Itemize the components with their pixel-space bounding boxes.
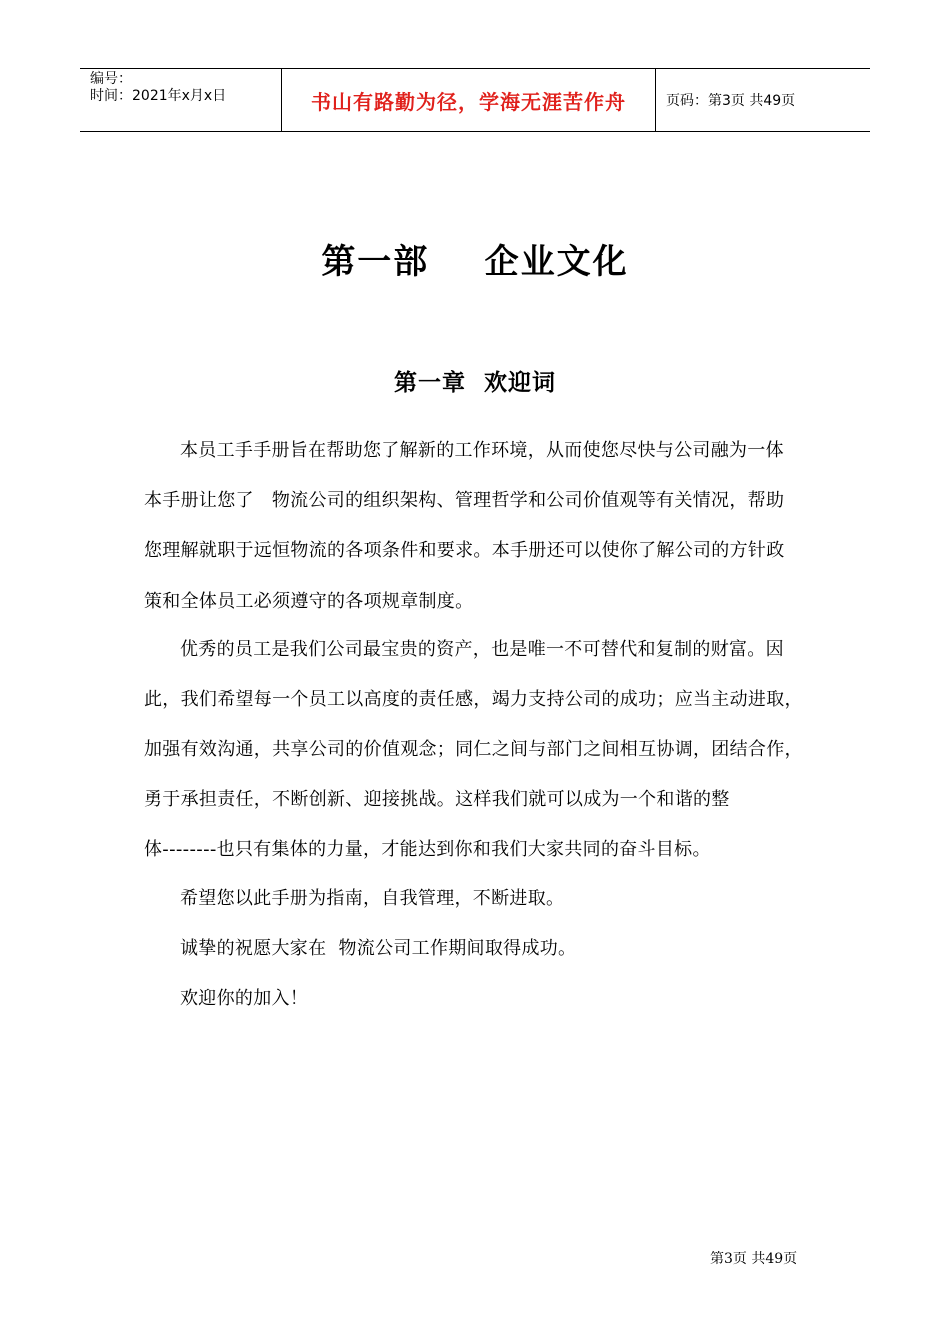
page-footer: 第3页 共49页 — [710, 1251, 798, 1267]
paragraph-line: 诚挚的祝愿大家在 物流公司工作期间取得成功。 — [180, 938, 577, 959]
motto: 书山有路勤为径，学海无涯苦作舟 — [311, 89, 626, 114]
paragraph-line: 策和全体员工必须遵守的各项规章制度。 — [144, 591, 474, 612]
page-header — [80, 68, 870, 132]
part-title: 第一部 企业文化 — [321, 242, 629, 282]
header-motto-cell — [282, 69, 656, 131]
paragraph-line: 体--------也只有集体的力量，才能达到你和我们大家共同的奋斗目标。 — [144, 839, 711, 860]
paragraph-line: 希望您以此手册为指南，自我管理，不断进取。 — [180, 888, 565, 909]
time-label: 时间：2021年x月x日 — [90, 88, 227, 104]
header-page-cell — [656, 69, 870, 131]
page-label: 页码：第3页 共49页 — [666, 93, 796, 109]
paragraph-line: 本员工手手册旨在帮助您了解新的工作环境，从而使您尽快与公司融为一体 — [180, 440, 784, 461]
number-label: 编号： — [90, 71, 132, 87]
paragraph-line: 勇于承担责任，不断创新、迎接挑战。这样我们就可以成为一个和谐的整 — [144, 789, 730, 810]
paragraph-line: 您理解就职于远恒物流的各项条件和要求。本手册还可以使你了解公司的方针政 — [144, 540, 785, 561]
paragraph-line: 欢迎你的加入！ — [180, 988, 309, 1009]
paragraph-line: 本手册让您了 物流公司的组织架构、管理哲学和公司价值观等有关情况，帮助 — [144, 490, 785, 511]
paragraph-line: 加强有效沟通，共享公司的价值观念；同仁之间与部门之间相互协调，团结合作， — [144, 739, 803, 760]
paragraph-line: 此，我们希望每一个员工以高度的责任感，竭力支持公司的成功；应当主动进取， — [144, 689, 803, 710]
paragraph-line: 优秀的员工是我们公司最宝贵的资产，也是唯一不可替代和复制的财富。因 — [180, 639, 784, 660]
chapter-title: 第一章 欢迎词 — [393, 370, 556, 396]
header-meta — [80, 69, 282, 131]
